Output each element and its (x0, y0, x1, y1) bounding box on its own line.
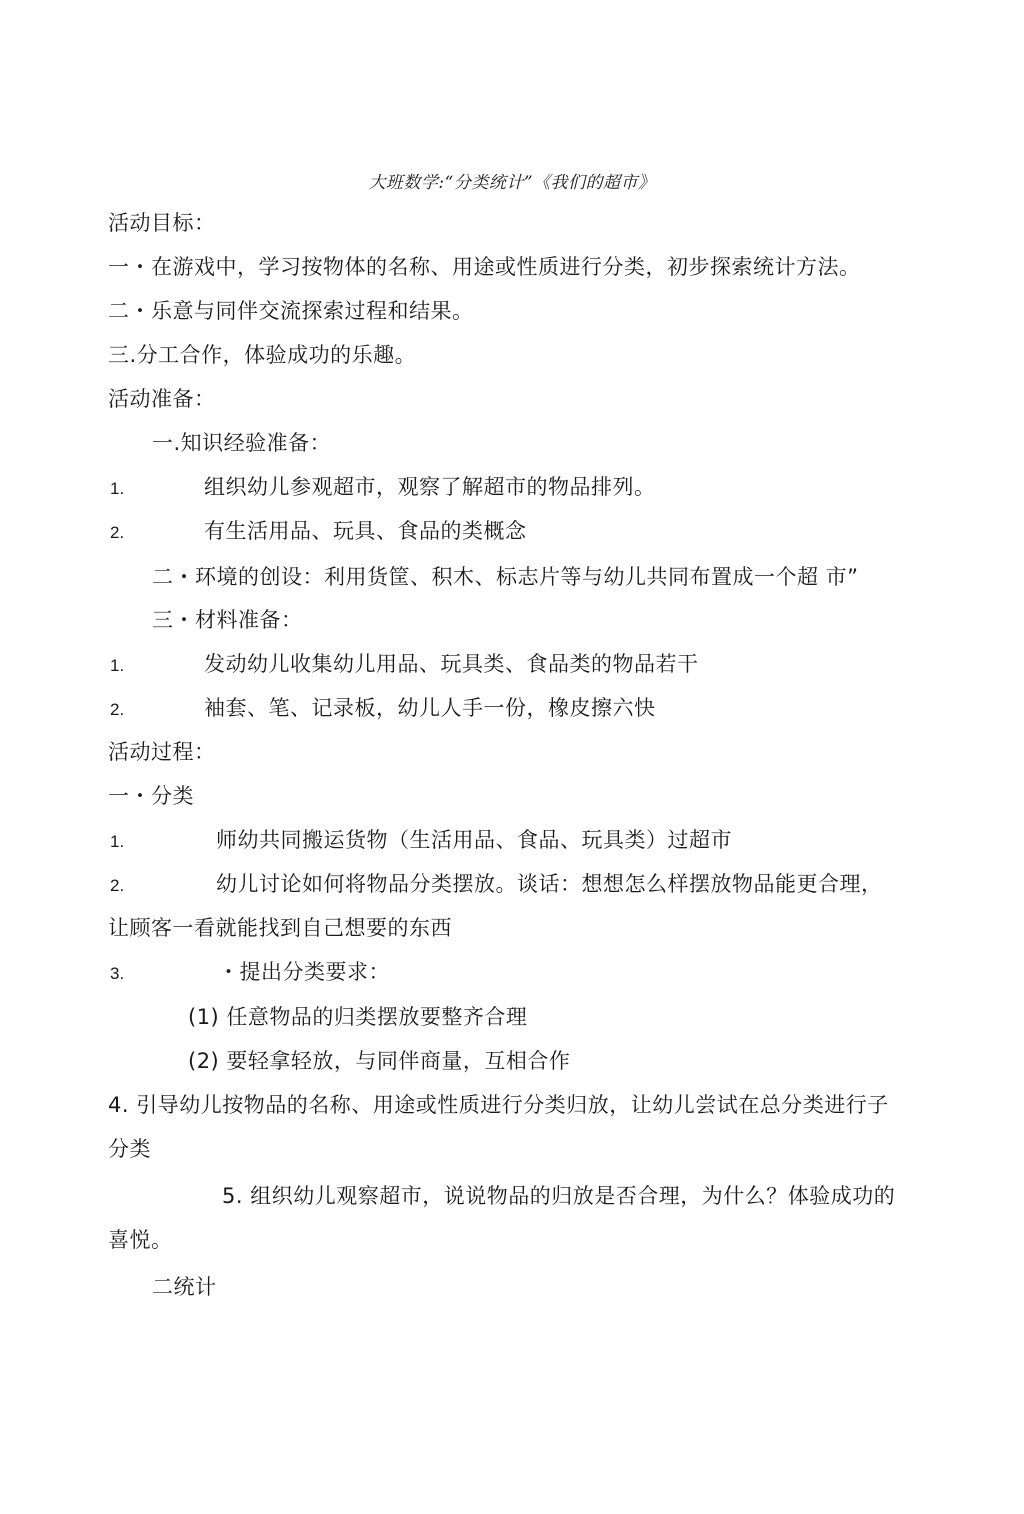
classify-item-2-continued: 让顾客一看就能找到自己想要的东西 (108, 916, 452, 940)
goals-heading: 活动目标： (108, 211, 216, 235)
goal-item-3: 三.分工合作，体验成功的乐趣。 (108, 343, 417, 367)
classify-item-4: 4. 引导幼儿按物品的名称、用途或性质进行分类归放，让幼儿尝试在总分类进行子 (108, 1093, 889, 1117)
goal-item-2: 二・乐意与同伴交流探索过程和结果。 (108, 299, 474, 323)
classify-item-3: ・提出分类要求： (218, 960, 390, 984)
classify-item-2: 幼儿讨论如何将物品分类摆放。谈话：想想怎么样摆放物品能更合理， (216, 872, 883, 896)
prep-heading: 活动准备： (108, 387, 216, 411)
classify-item-5-continued: 喜悦。 (108, 1228, 173, 1252)
classify-sub-item-1: (1) 任意物品的归类摆放要整齐合理 (188, 1005, 528, 1029)
classify-sub-item-2: (2) 要轻拿轻放，与同伴商量，互相合作 (188, 1049, 571, 1073)
materials-item-2-number: 2. (110, 700, 125, 719)
document-title: 大班数学:“分类统计”《我们的超市》 (368, 173, 656, 193)
materials-heading: 三・材料准备： (152, 608, 303, 632)
classify-item-3-number: 3. (110, 964, 125, 983)
process-heading: 活动过程： (108, 740, 216, 764)
knowledge-item-2-number: 2. (110, 523, 125, 542)
knowledge-item-1: 组织幼儿参观超市，观察了解超市的物品排列。 (204, 475, 656, 499)
materials-item-1: 发动幼儿收集幼儿用品、玩具类、食品类的物品若干 (204, 652, 699, 676)
classify-item-2-number: 2. (110, 876, 125, 895)
classify-item-5: 5. 组织幼儿观察超市，说说物品的归放是否合理，为什么？体验成功的 (222, 1184, 896, 1208)
classify-heading: 一・分类 (108, 784, 194, 808)
classify-item-4-continued: 分类 (108, 1137, 151, 1161)
materials-item-2: 袖套、笔、记录板，幼儿人手一份，橡皮擦六快 (204, 696, 656, 720)
materials-item-1-number: 1. (110, 656, 125, 675)
environment-item: 二・环境的创设：利用货筐、积木、标志片等与幼儿共同布置成一个超 市” (152, 565, 859, 589)
classify-item-1-number: 1. (110, 832, 125, 851)
stat-heading: 二统计 (152, 1275, 217, 1299)
knowledge-item-1-number: 1. (110, 479, 125, 498)
knowledge-item-2: 有生活用品、玩具、食品的类概念 (204, 519, 527, 543)
goal-item-1: 一・在游戏中，学习按物体的名称、用途或性质进行分类，初步探索统计方法。 (108, 255, 861, 279)
knowledge-heading: 一.知识经验准备： (152, 431, 332, 455)
classify-item-1: 师幼共同搬运货物（生活用品、食品、玩具类）过超市 (216, 828, 732, 852)
